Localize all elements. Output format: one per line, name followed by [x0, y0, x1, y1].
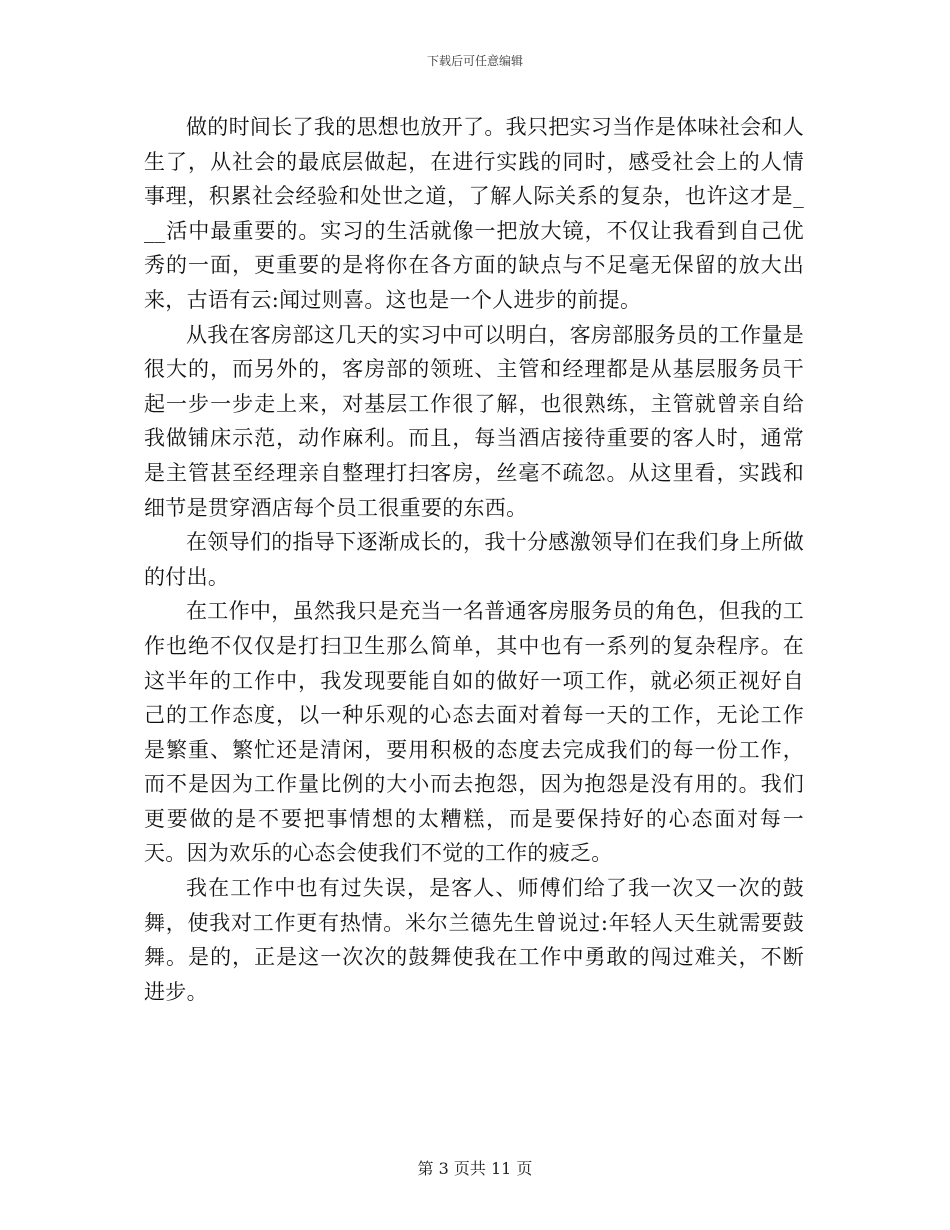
document-body [144, 110, 804, 1009]
paragraph: 在领导们的指导下逐渐成长的，我十分感激领导们在我们身上所做的付出。 [144, 530, 804, 589]
page-header: 下载后可任意编辑 [426, 54, 523, 68]
paragraph: 从我在客房部这几天的实习中可以明白，客房部服务员的工作量是很大的，而另外的，客房部的领班、主管和经理都是从基层服务员干起一步一步走上来，对基层工作很了解，也很熟练，主管就曾亲自给我做铺床示范，动作麻利。而且，每当酒店接待重要的客人时，通常是主管甚至经理亲自整理打扫客房，丝毫不疏忽。从这里看，实践和细节是贯穿酒店每个员工很重要的东西。 [144, 322, 804, 520]
page-number: 第 3 页共 11 页 [417, 1159, 533, 1178]
paragraph: 在工作中，虽然我只是充当一名普通客房服务员的角色，但我的工作也绝不仅仅是打扫卫生那么简单，其中也有一系列的复杂程序。在这半年的工作中，我发现要能自如的做好一项工作，就必须正视好自己的工作态度，以一种乐观的心态去面对着每一天的工作，无论工作是繁重、繁忙还是清闲，要用积极的态度去完成我们的每一份工作，而不是因为工作量比例的大小而去抱怨，因为抱怨是没有用的。我们更要做的是不要把事情想的太糟糕，而是要保持好的心态面对每一天。因为欢乐的心态会使我们不觉的工作的疲乏。 [144, 599, 804, 866]
paragraph: 我在工作中也有过失误，是客人、师傅们给了我一次又一次的鼓舞，使我对工作更有热情。米尔兰德先生曾说过:年轻人天生就需要鼓舞。是的，正是这一次次的鼓舞使我在工作中勇敢的闯过难关，不断进步。 [144, 876, 804, 1004]
paragraph: 做的时间长了我的思想也放开了。我只把实习当作是体味社会和人生了，从社会的最底层做起，在进行实践的同时，感受社会上的人情事理，积累社会经验和处世之道，了解人际关系的复杂，也许这才是___活中最重要的。实习的生活就像一把放大镜，不仅让我看到自己优秀的一面，更重要的是将你在各方面的缺点与不足毫无保留的放大出来，古语有云:闻过则喜。这也是一个人进步的前提。 [144, 115, 804, 312]
